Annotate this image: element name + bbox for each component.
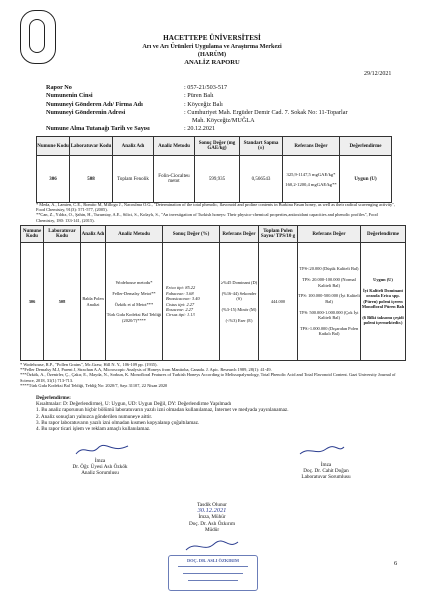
tps-ref-item: TPS>1.000.000 (Dışarıdan Polen Katkılı Bal)	[299, 325, 359, 337]
signature-left-graphic	[72, 442, 132, 458]
reference-item: ***Özkök, A., Özenirler, Ç., Çakır, E., Mayda, N., Sorkun, K. Monofloral Features of Turkish Honeys According to Melissopalynology, Total Phenolic Acid and Total Flavonoid Content. Gazi University Journal of Science, 2018, 31(1) 713-713.	[20, 372, 396, 383]
evaluation: Uygun (U)	[340, 156, 392, 203]
sample-code: 306	[37, 156, 70, 203]
footnote-item: Kısaltmalar: D: Değerlendirme), U: Uygun, UD: Uygun Değil, DY: Değerlendirme Yapılmadı	[36, 401, 232, 408]
col-header: Analiz Adı	[113, 137, 154, 156]
analysis-name: Toplam Fenolik	[113, 156, 154, 203]
signature-right-graphic	[296, 444, 346, 458]
center-abbr: (HARÜM)	[197, 51, 227, 58]
stamp-text: DOÇ. DR. ASLI ÖZKIRIM	[186, 558, 240, 563]
footnote-item: 3. Bu rapor laboratuvarın yazılı izni olmadan kısmen kopyalanıp çoğaltılamaz.	[36, 419, 200, 426]
tps-ref-item: TPS: 500.000-1.000.000 (Çok İyi Kaliteli Bal)	[299, 309, 359, 321]
result-item: Brassicaceae: 3.40	[166, 296, 200, 302]
official-stamp	[168, 555, 258, 591]
col-header: Sonuç Değer (mg GAE/kg)	[195, 137, 240, 156]
approval-text: Tasdik Olunur	[197, 502, 227, 508]
lab-code: 508	[70, 156, 113, 203]
signature-label: İmza	[320, 462, 332, 468]
info-label: Numuneyi Gönderenin Adresi	[46, 108, 126, 116]
pollen-results	[163, 243, 220, 361]
references-2	[20, 362, 410, 388]
col-header: Analiz Metodu	[154, 137, 195, 156]
footnotes	[36, 395, 406, 432]
approval-sig-label: İmza, Mühür	[198, 514, 226, 521]
reference-item: * Meda, A., Lamien, C.E., Romito M, Millogo J., Nacoulma O.G., "Determination of the total phenolic, flavonoid and proline contents in Burkina Fasan honey, as well as their radical scavenging activity", Food Chemistry, 91(3): 571-577, (2005).	[36, 202, 396, 213]
approval-date: 30.12.2021	[197, 507, 227, 515]
analyst-role: Analiz Sorumlusu	[81, 470, 119, 477]
analysis-name: Balda Polen Analizi	[81, 243, 106, 361]
signature-label: İmza	[94, 458, 106, 464]
col-header: Analiz Adı	[81, 226, 106, 243]
result-item: Cirsus tipi: 1.13	[166, 312, 195, 318]
pollen-reference	[220, 243, 259, 361]
evaluation-item: Uygun (U)	[373, 277, 393, 283]
info-label: Numuneyi Gönderen Adı/ Firma Adı	[46, 100, 143, 108]
director-signature-graphic	[182, 540, 242, 554]
method-item: Wodehouse metodu*	[115, 279, 153, 285]
signature-left	[40, 458, 160, 477]
footnote-item: 1. Bu analiz raporunun hiçbir bölümü laboratuvarın yazılı izni olmadan kullanılamaz, İnternet ve medyada yayınlanamaz.	[36, 407, 289, 414]
info-label: Rapor No	[46, 84, 72, 91]
signature-right	[266, 462, 386, 481]
report-title: ANALİZ RAPORU	[184, 59, 240, 66]
info-value: : 057-21/503-517	[184, 84, 228, 91]
method-item: Türk Gıda Kodeksi Bal Tebliği (2020/7)****	[106, 312, 162, 323]
reference-value: 325,9-1147,5 mgGAE/kg* 160,2-1200,4 mgGAE/kg**	[283, 156, 340, 203]
tps-reference	[298, 243, 361, 361]
col-header: Referans Değer	[220, 226, 259, 243]
tps-ref-item: TPS<20.000 (Düşük Kaliteli Bal)	[299, 266, 359, 272]
footnote-title: Değerlendirme:	[36, 395, 71, 401]
col-header: Toplam Polen Sayısı/ TPS/10 g	[259, 226, 298, 243]
col-header: Laboratuvar Kodu	[44, 226, 81, 243]
info-value: : Püren Balı	[184, 92, 214, 100]
evaluation-item: (6 Bilki taksonu çeşidi poleni içermektedir.)	[362, 315, 404, 326]
col-header: Sonuç Değer (%)	[163, 226, 220, 243]
result-item: Erica tipi: 85.22	[166, 285, 196, 291]
tps-value: 444.000	[259, 243, 298, 361]
result-item: Rosaceae: 2.27	[166, 306, 194, 312]
page-number: 6	[394, 560, 398, 567]
director-role: Müdür	[204, 526, 220, 533]
col-header: Değerlendirme	[340, 137, 392, 156]
reference-item: ≥%45 Dominant (D)	[220, 279, 258, 285]
report-info	[46, 84, 406, 134]
analyst-name: Dr. Öğr. Üyesi Aslı Özkök	[72, 464, 128, 471]
method-item: Özkök et al Metot***	[114, 301, 154, 307]
analysis-method: Folin-Ciocalteu metot	[154, 156, 195, 203]
references-1	[36, 202, 396, 223]
col-header: Numune Kodu	[37, 137, 70, 156]
col-header: Referans Değer	[298, 226, 361, 243]
evaluation-item: İyi Kaliteli Dominant oranda Erica spp. (Püren) poleni içeren Monofloral Püren Balı	[361, 287, 405, 310]
reference-item: **Feller Demalsy M.J, Parent J, Strachan A.A, Microscopic Analysis of Honeys from Manitoba, Canada. J. Apic. Research 1989, 28(1): 41-49.	[20, 367, 272, 373]
lab-code: 508	[44, 243, 81, 361]
info-value: Mah. Köyceğiz/MUĞLA	[192, 117, 255, 125]
analysis-method	[106, 243, 163, 361]
info-value: : 20.12.2021	[184, 125, 216, 133]
col-header: Standart Sapma (±)	[240, 137, 283, 156]
col-header: Referans Değer	[283, 137, 340, 156]
info-label	[46, 117, 192, 125]
result-item: Cistus tipi: 2.27	[166, 301, 195, 307]
info-label: Numune Alma Tutanağı Tarih ve Sayısı	[46, 125, 150, 133]
pollen-evaluation	[361, 243, 406, 361]
info-value: : Cumhuriyet Mah. Ergüder Demir Cad. 7. Sokak No: 11-Toparlar	[184, 108, 348, 116]
reference-item: * Wodehouse, R.P., "Pollen Grains", Mc.Graw, Hill N. Y., 106-109 pp. (1935).	[20, 362, 158, 367]
tps-ref-item: TPS: 20.000-100.000 (Normal Kaliteli Bal)	[302, 277, 356, 288]
pollen-table	[20, 225, 406, 361]
footnote-item: 4. Bu rapor ticari işlem ve reklam amaçlı kullanılamaz.	[36, 426, 151, 433]
reference-item: (%16-44) Sekonder (S)	[221, 290, 257, 302]
reference-item: ****Türk Gıda Kodeksi Bal Tebliği, Tebliğ No: 2020/7, Sayı 31107, 22 Nisan 2020	[20, 382, 168, 388]
reference-item: **Can, Z., Yıldız, O., Şahin, H., Turumtay, A.E., Silici, S., Kolaylı, S., "An investigation of Turkish honeys: Their physico-chemical properties,antioxidant capacities and phenolic profiles", Food Chemistry, 180: 133-141, (2015).	[36, 212, 378, 223]
result-value: 599,935	[195, 156, 240, 203]
col-header: Numune Kodu	[21, 226, 44, 243]
footnote-item: 2. Analiz sonuçları yalnızca gönderilen numuneye aittir.	[36, 413, 153, 420]
col-header: Laboratuvar Kodu	[70, 137, 113, 156]
lab-manager-role: Laboratuvar Sorumlusu	[301, 474, 351, 481]
tps-ref-item: TPS: 100.000-500.000 (İyi Kaliteli Bal)	[298, 293, 360, 304]
reference-item: (<%3) Eser (E)	[225, 317, 253, 323]
director-name: Doç. Dr. Aslı Özkırım	[189, 520, 235, 527]
center-name: Arı ve Arı Ürünleri Uygulama ve Araştırma Merkezi	[142, 43, 282, 50]
reference-item: (%3-15) Minör (M)	[221, 306, 257, 312]
info-label: Numunenin Cinsi	[46, 92, 93, 100]
report-date: 29/12/2021	[364, 71, 392, 77]
result-item: Fabaceae: 3.68	[166, 290, 194, 296]
university-name: HACETTEPE ÜNİVERSİTESİ	[163, 34, 261, 42]
sample-code: 306	[21, 243, 44, 361]
col-header: Analiz Metodu	[106, 226, 163, 243]
lab-manager-name: Doç. Dr. Cahit Doğan	[303, 468, 349, 475]
col-header: Değerlendirme	[361, 226, 406, 243]
phenolic-table	[36, 136, 392, 203]
std-dev: 0,566543	[240, 156, 283, 203]
info-value: : Köyceğiz Balı	[184, 100, 223, 108]
approval-block	[152, 502, 272, 533]
method-item: Feller-Demalsy Metot**	[112, 290, 156, 296]
